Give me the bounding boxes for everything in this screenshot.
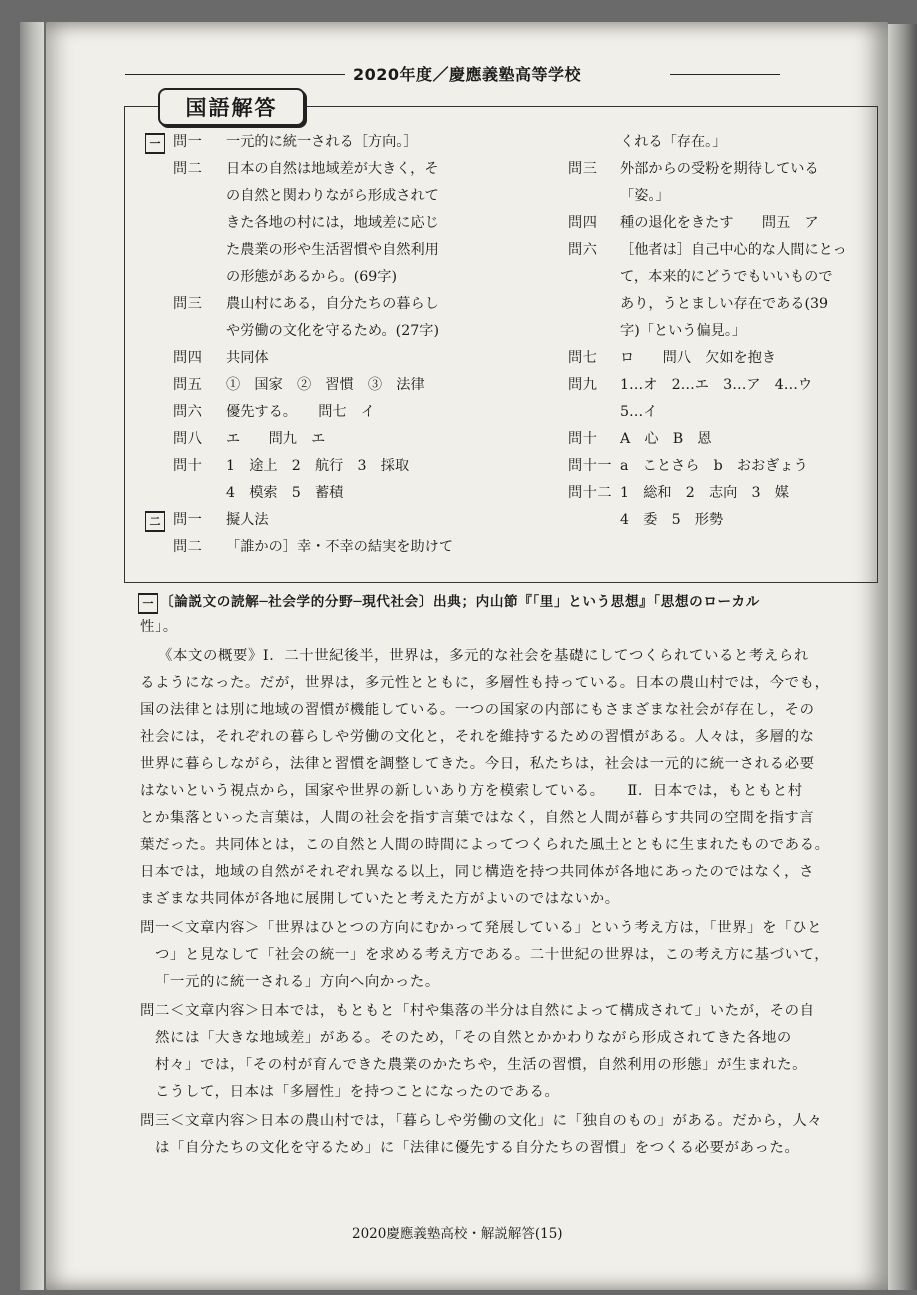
commentary-line: 日本では，地域の自然がそれぞれ異なる以上，同じ構造を持つ共同体が各地にあったのではなく，さ <box>140 864 815 880</box>
question-label: 問三 <box>173 296 203 312</box>
answer-text: 共同体 <box>226 350 269 366</box>
answer-text: 1 総和 2 志向 3 媒 <box>620 485 789 501</box>
commentary-line: 問一＜文章内容＞「世界はひとつの方向にむかって発展している」という考え方は，「世界」を「ひと <box>140 920 823 936</box>
commentary-line: 葉だった。共同体とは，この自然と人間の時間によってつくられた風土とともに生まれたものである。 <box>140 837 830 853</box>
commentary-line: はないという視点から，国家や世界の新しいあり方を模索している。 Ⅱ．日本では，もともと村 <box>140 783 803 799</box>
commentary-line: 問二＜文章内容＞日本では，もともと「村や集落の半分は自然によって構成されて」いたが，その自 <box>140 1003 815 1019</box>
commentary-line: 《本文の概要》Ⅰ．二十世紀後半，世界は，多元的な社会を基礎にしてつくられていると考えられ <box>158 648 809 664</box>
answer-text: ① 国家 ② 習慣 ③ 法律 <box>226 377 425 393</box>
answer-text: 外部からの受粉を期待している <box>620 161 819 177</box>
answer-text: 「姿。」 <box>620 188 670 204</box>
answer-text: くれる「存在。」 <box>620 134 727 150</box>
answer-text: や労働の文化を守るため。(27字) <box>226 323 439 339</box>
question-label: 問一 <box>173 512 203 528</box>
question-label: 問十 <box>173 458 203 474</box>
book-right-edge <box>888 24 917 1290</box>
answer-text: 優先する。 問七 イ <box>226 404 375 420</box>
question-label: 問四 <box>173 350 203 366</box>
commentary-line: つ」と見なして「社会の統一」を求める考え方である。二十世紀の世界は，この考え方に基づいて， <box>155 947 830 963</box>
answer-text: 擬人法 <box>226 512 269 528</box>
question-label: 問六 <box>173 404 203 420</box>
page-footer: 2020慶應義塾高校・解説解答(15) <box>352 1226 563 1242</box>
question-label: 問十 <box>568 431 598 447</box>
answer-text: 日本の自然は地域差が大きく，そ <box>226 161 439 177</box>
answer-text: 「誰かの］幸・不幸の結実を助けて <box>226 539 454 555</box>
answer-text: 農山村にある，自分たちの暮らし <box>226 296 439 312</box>
answer-text: エ 問九 エ <box>226 431 326 447</box>
answer-text: 5…イ <box>620 404 658 420</box>
answer-text: ロ 問八 欠如を抱き <box>620 350 777 366</box>
question-label: 問九 <box>568 377 598 393</box>
book-left-edge <box>20 22 44 1290</box>
answer-text: 1 途上 2 航行 3 採取 <box>226 458 410 474</box>
answer-text: 4 委 5 形勢 <box>620 512 724 528</box>
answers-tag: 国語解答 <box>158 88 305 126</box>
page-header <box>125 62 780 88</box>
commentary-line: 世界に暮らしながら，法律と習慣を調整してきた。今日，私たちは，社会は一元的に統一される必要 <box>140 756 815 772</box>
question-label: 問三 <box>568 161 598 177</box>
question-label: 問十二 <box>568 485 613 501</box>
commentary-line: まざまな共同体が各地に展開していたと考えた方がよいのではないか。 <box>140 891 620 907</box>
answer-text: た農業の形や生活習慣や自然利用 <box>226 242 439 258</box>
section-mark: 一 <box>145 133 165 154</box>
commentary-line: 国の法律とは別に地域の習慣が機能している。一つの国家の内部にもさまざまな社会が存在し，その <box>140 702 815 718</box>
question-label: 問十一 <box>568 458 613 474</box>
question-label: 問五 <box>173 377 203 393</box>
commentary-line: 村々」では，「その村が育んできた農業のかたちや，生活の習慣，自然利用の形態」が生まれた。 <box>155 1057 808 1073</box>
commentary-line: るようになった。だが，世界は，多元性とともに，多層性も持っている。日本の農山村では，今でも， <box>140 675 830 691</box>
commentary-line: 「一元的に統一される」方向へ向かった。 <box>155 974 440 990</box>
question-label: 問四 <box>568 215 598 231</box>
commentary-line: 然には「大きな地域差」がある。そのため，「その自然とかかわりながら形成されてきた各地の <box>155 1030 792 1046</box>
commentary-line: は「自分たちの文化を守るため」に「法律に優先する自分たちの習慣」をつくる必要があった。 <box>155 1140 800 1156</box>
answer-text: A 心 B 恩 <box>620 431 712 447</box>
question-label: 問一 <box>173 134 203 150</box>
question-label: 問二 <box>173 539 203 555</box>
answer-text: 種の退化をきたす 問五 ア <box>620 215 819 231</box>
answer-text: 一元的に統一される［方向。］ <box>226 134 418 150</box>
commentary-line: 〔論説文の読解─社会学的分野─現代社会〕出典；内山節『「里」という思想』「思想のローカル <box>160 594 760 610</box>
commentary-line: こうして，日本は「多層性」を持つことになったのである。 <box>155 1084 560 1100</box>
section-mark: 二 <box>145 511 165 532</box>
answer-text: ［他者は］自己中心的な人間にとっ <box>620 242 847 258</box>
answer-text: 4 模索 5 蓄積 <box>226 485 344 501</box>
answer-text: きた各地の村には，地域差に応じ <box>226 215 439 231</box>
question-label: 問七 <box>568 350 598 366</box>
answer-text: 1…オ 2…エ 3…ア 4…ウ <box>620 377 813 393</box>
answer-text: 字)「という偏見。」 <box>620 323 747 339</box>
commentary-line: 問三＜文章内容＞日本の農山村では，「暮らしや労働の文化」に「独自のもの」がある。だから，人々 <box>140 1113 823 1129</box>
question-label: 問八 <box>173 431 203 447</box>
commentary-line: 社会には，それぞれの暮らしや労働の文化と，それを維持するための習慣がある。人々は，多層的な <box>140 729 815 745</box>
answer-text: て，本来的にどうでもいいもので <box>620 269 833 285</box>
question-label: 問六 <box>568 242 598 258</box>
question-label: 問二 <box>173 161 203 177</box>
commentary-line: とか集落といった言葉は，人間の社会を指す言葉ではなく，自然と人間が暮らす共同の空間を指す言 <box>140 810 815 826</box>
section-mark: 一 <box>138 593 158 614</box>
answer-text: の形態があるから。(69字) <box>226 269 397 285</box>
answer-text: あり，うとましい存在である(39 <box>620 296 829 312</box>
header-rule-left <box>125 74 345 75</box>
answer-text: の自然と関わりながら形成されて <box>226 188 439 204</box>
commentary-line: 性」。 <box>140 619 178 635</box>
header-rule-right <box>670 74 780 75</box>
page-title: 2020年度／慶應義塾高等学校 <box>353 65 582 84</box>
answer-text: a ことさら b おおぎょう <box>620 458 808 474</box>
